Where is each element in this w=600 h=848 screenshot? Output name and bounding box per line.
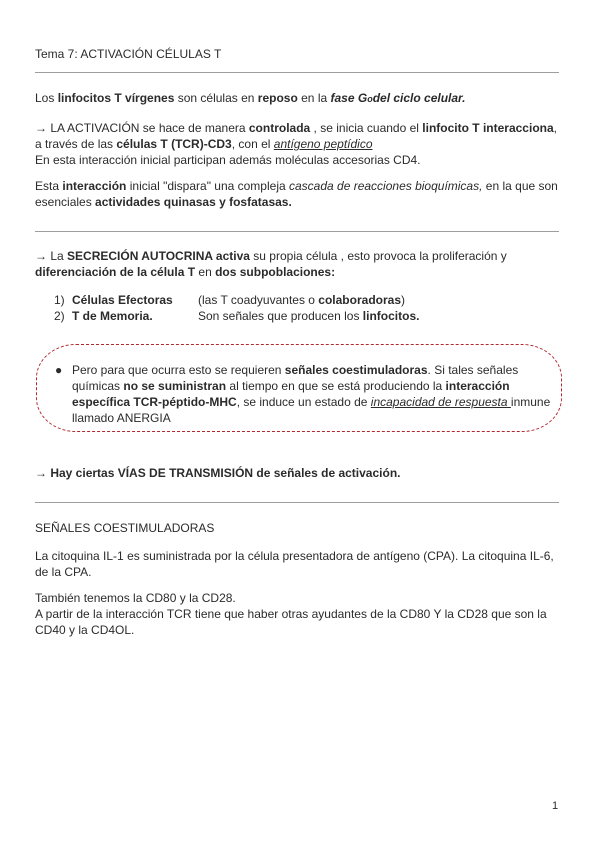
bold-text: colaboradoras (318, 293, 401, 307)
list-term: T de Memoria. (72, 309, 153, 323)
bold-text: actividades quinasas y fosfatasas. (95, 195, 292, 209)
text: → LA ACTIVACIÓN se hace de manera (35, 121, 249, 135)
text: al tiempo en que se está produciendo la (226, 379, 446, 393)
text: (las T coadyuvantes o (198, 293, 319, 307)
text: También tenemos la CD80 y la CD28. (35, 591, 236, 605)
bold-text: controlada (248, 121, 311, 135)
bold-text: células T (TCR)-CD3 (116, 137, 232, 151)
divider (35, 502, 559, 503)
bold-text: interacción (62, 179, 127, 193)
list-item (54, 308, 554, 324)
underlined-text: antígeno peptídico (273, 137, 373, 151)
text: Pero para que ocurra esto se requieren (72, 363, 285, 377)
text: , se inicia cuando el (310, 121, 423, 135)
text: En esta interacción inicial participan además moléculas accesorias CD4. (35, 153, 421, 167)
text: son células en (174, 91, 258, 105)
subscript-text: o (367, 94, 373, 104)
numbered-list (54, 292, 554, 324)
underlined-text: incapacidad de respuesta (370, 395, 511, 409)
page-number: 1 (552, 800, 559, 812)
callout-text (72, 362, 558, 426)
text: , a través de las (35, 121, 557, 151)
paragraph-intro (35, 90, 565, 107)
text: VÍAS DE TRANSMISIÓN (117, 466, 254, 480)
bold-text: linfocitos T vírgenes (57, 91, 175, 105)
text: en (195, 265, 216, 279)
text: de señales de activación. (253, 466, 401, 480)
bold-italic-text: fase G (330, 91, 368, 105)
bold-text: reposo (257, 91, 298, 105)
text: inicial "dispara" una compleja (126, 179, 289, 193)
list-term: Células Efectoras (72, 293, 173, 307)
list-description (198, 308, 419, 324)
text: → Hay ciertas (35, 466, 118, 480)
paragraph-cd80 (35, 590, 565, 638)
section-heading: SEÑALES COESTIMULADORAS (35, 521, 215, 535)
bullet-icon: ● (55, 363, 63, 377)
bold-text: diferenciación de la célula T (35, 265, 196, 279)
text: Los (35, 91, 58, 105)
paragraph-autocrine (35, 248, 565, 280)
text: . Si tales señales químicas (72, 363, 519, 393)
text: , con el (231, 137, 274, 151)
list-number: 1) (54, 293, 65, 307)
text: su propia célula , esto provoca la proliferación y (249, 249, 507, 263)
divider (35, 231, 559, 232)
bold-text: linfocitos. (362, 309, 420, 323)
bold-text: señales coestimuladoras (284, 363, 428, 377)
list-number: 2) (54, 309, 65, 323)
paragraph-pathways (35, 465, 565, 481)
title-main: ACTIVACIÓN CÉLULAS T (80, 47, 222, 61)
text: A partir de la interacción TCR tiene que haber otras ayudantes de la CD80 Y la CD28 que son la CD40 y la CD4OL. (35, 607, 547, 637)
text: → La (35, 249, 68, 263)
text: inmune llamado ANERGIA (72, 395, 551, 425)
bold-italic-text: del ciclo celular. (372, 91, 466, 105)
text: ) (401, 293, 405, 307)
text: en la que son esenciales (35, 179, 558, 209)
list-description (198, 292, 405, 308)
bold-text: linfocito T interacciona (422, 121, 554, 135)
text: Son señales que producen los (198, 309, 363, 323)
text: Esta (35, 179, 63, 193)
paragraph-cytokines: La citoquina IL-1 es suministrada por la célula presentadora de antígeno (CPA). La citoquina IL-6, de la CPA. (35, 549, 554, 579)
bold-text: interacción específica TCR-péptido-MHC (72, 379, 510, 409)
paragraph-activation (35, 120, 565, 168)
bold-text: dos subpoblaciones: (215, 265, 336, 279)
italic-text: cascada de reacciones bioquímicas, (289, 179, 483, 193)
bold-text: no se suministran (123, 379, 227, 393)
text: , se induce un estado de (236, 395, 371, 409)
list-item (54, 292, 554, 308)
page-title (35, 46, 565, 62)
paragraph-cascade (35, 178, 565, 210)
title-prefix: Tema 7: (35, 47, 81, 61)
bold-text: SECRECIÓN AUTOCRINA activa (67, 249, 250, 263)
text: en la (297, 91, 331, 105)
divider (35, 72, 559, 73)
